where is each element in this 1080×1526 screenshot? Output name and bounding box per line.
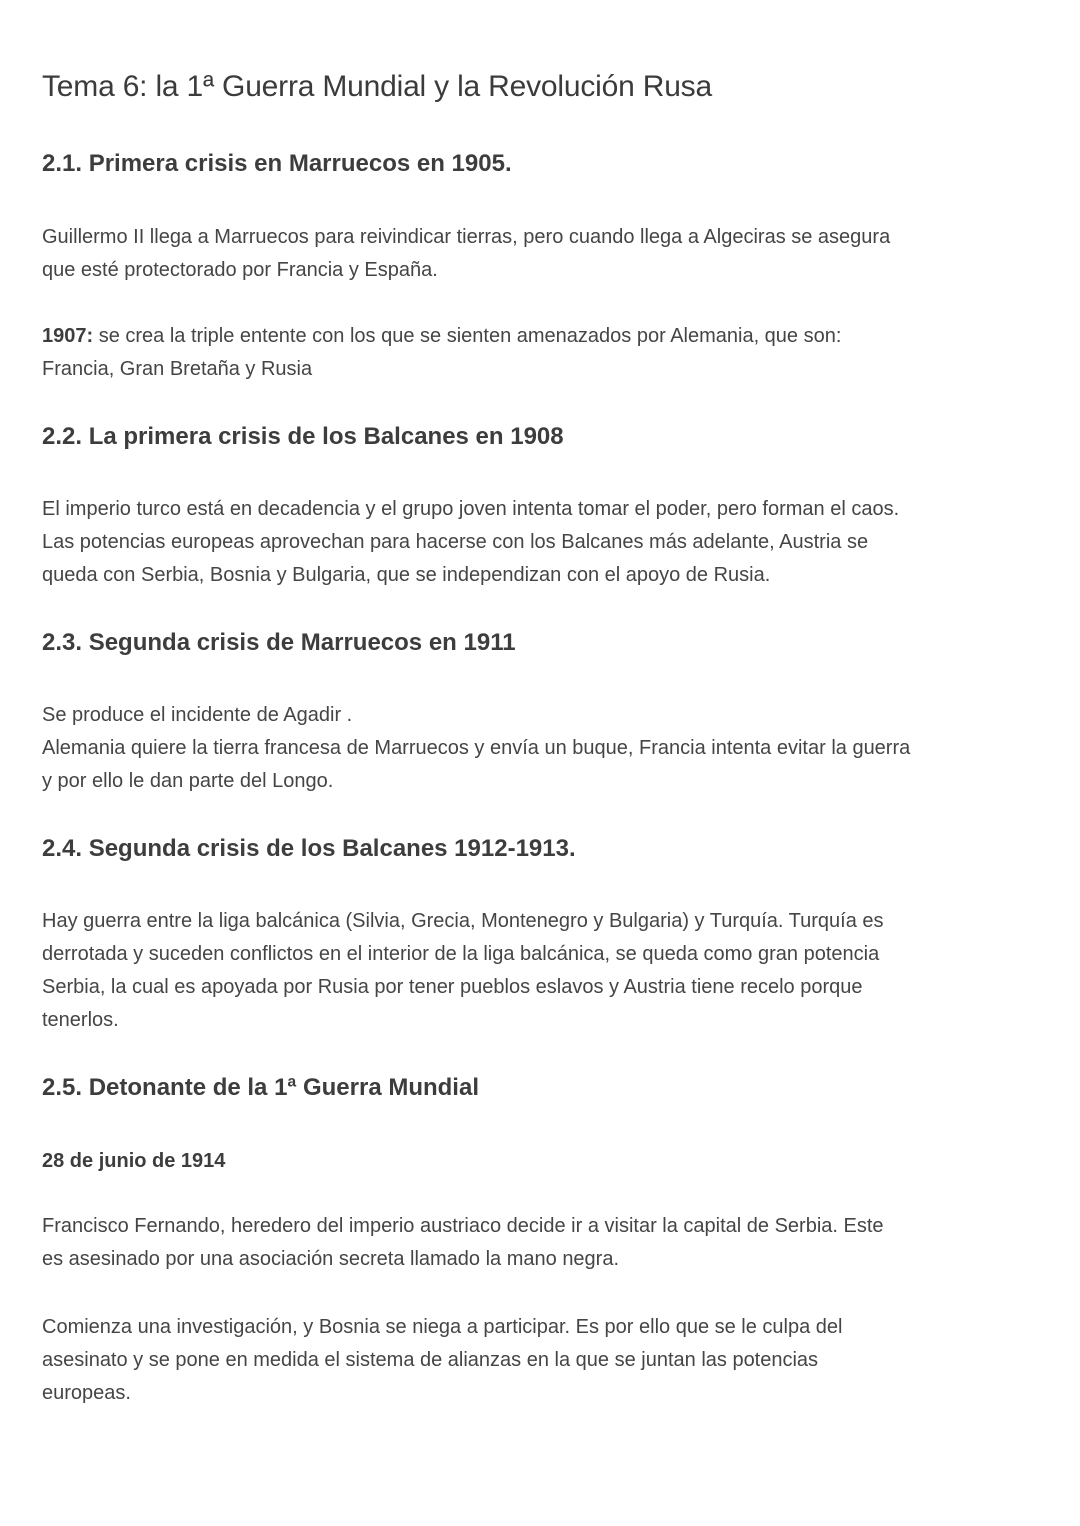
paragraph-2-5-a	[42, 1210, 1042, 1276]
text-line: El imperio turco está en decadencia y el grupo joven intenta tomar el poder, pero forman el caos.	[42, 498, 900, 520]
text-line: europeas.	[42, 1382, 131, 1404]
text-line: queda con Serbia, Bosnia y Bulgaria, que se independizan con el apoyo de Rusia.	[42, 564, 771, 586]
text-line: Hay guerra entre la liga balcánica (Silvia, Grecia, Montenegro y Bulgaria) y Turquía. Turquía es	[42, 910, 884, 932]
text-line: Francia, Gran Bretaña y Rusia	[42, 358, 313, 380]
text-line: Las potencias europeas aprovechan para hacerse con los Balcanes más adelante, Austria se	[42, 531, 869, 553]
text-line	[42, 320, 1042, 353]
event-date: 28 de junio de 1914	[42, 1150, 226, 1172]
paragraph-2-3	[42, 699, 1042, 798]
paragraph-2-1-a	[42, 221, 1042, 287]
text-line: Alemania quiere la tierra francesa de Marruecos y envía un buque, Francia intenta evitar la guerra	[42, 737, 911, 759]
text-line: Francisco Fernando, heredero del imperio austriaco decide ir a visitar la capital de Serbia. Este	[42, 1215, 884, 1237]
section-heading-2-5: 2.5. Detonante de la 1ª Guerra Mundial	[42, 1074, 479, 1101]
text-line: es asesinado por una asociación secreta llamado la mano negra.	[42, 1248, 620, 1270]
page-title: Tema 6: la 1ª Guerra Mundial y la Revolución Rusa	[42, 70, 712, 103]
text-line: Comienza una investigación, y Bosnia se niega a participar. Es por ello que se le culpa del	[42, 1316, 843, 1338]
paragraph-2-2	[42, 493, 1042, 592]
text-line: y por ello le dan parte del Longo.	[42, 770, 334, 792]
paragraph-2-4	[42, 905, 1042, 1037]
paragraph-2-5-b	[42, 1311, 1042, 1410]
text-line: derrotada y suceden conflictos en el interior de la liga balcánica, se queda como gran potencia	[42, 943, 880, 965]
text-line: Guillermo II llega a Marruecos para reivindicar tierras, pero cuando llega a Algeciras se asegura	[42, 226, 891, 248]
text-line: Serbia, la cual es apoyada por Rusia por tener pueblos eslavos y Austria tiene recelo porque	[42, 976, 863, 998]
section-heading-2-3: 2.3. Segunda crisis de Marruecos en 1911	[42, 629, 516, 656]
section-heading-2-2: 2.2. La primera crisis de los Balcanes en 1908	[42, 423, 564, 450]
text-line: que esté protectorado por Francia y España.	[42, 259, 438, 281]
text-fragment: se crea la triple entente con los que se sienten amenazados por Alemania, que son:	[93, 325, 842, 347]
section-heading-2-4: 2.4. Segunda crisis de los Balcanes 1912-1913.	[42, 835, 576, 862]
text-line: Se produce el incidente de Agadir .	[42, 704, 353, 726]
year-label: 1907:	[42, 325, 94, 347]
text-line: asesinato y se pone en medida el sistema de alianzas en la que se juntan las potencias	[42, 1349, 819, 1371]
text-line: tenerlos.	[42, 1009, 119, 1031]
section-heading-2-1: 2.1. Primera crisis en Marruecos en 1905.	[42, 150, 512, 177]
paragraph-2-1-b	[42, 320, 1042, 386]
